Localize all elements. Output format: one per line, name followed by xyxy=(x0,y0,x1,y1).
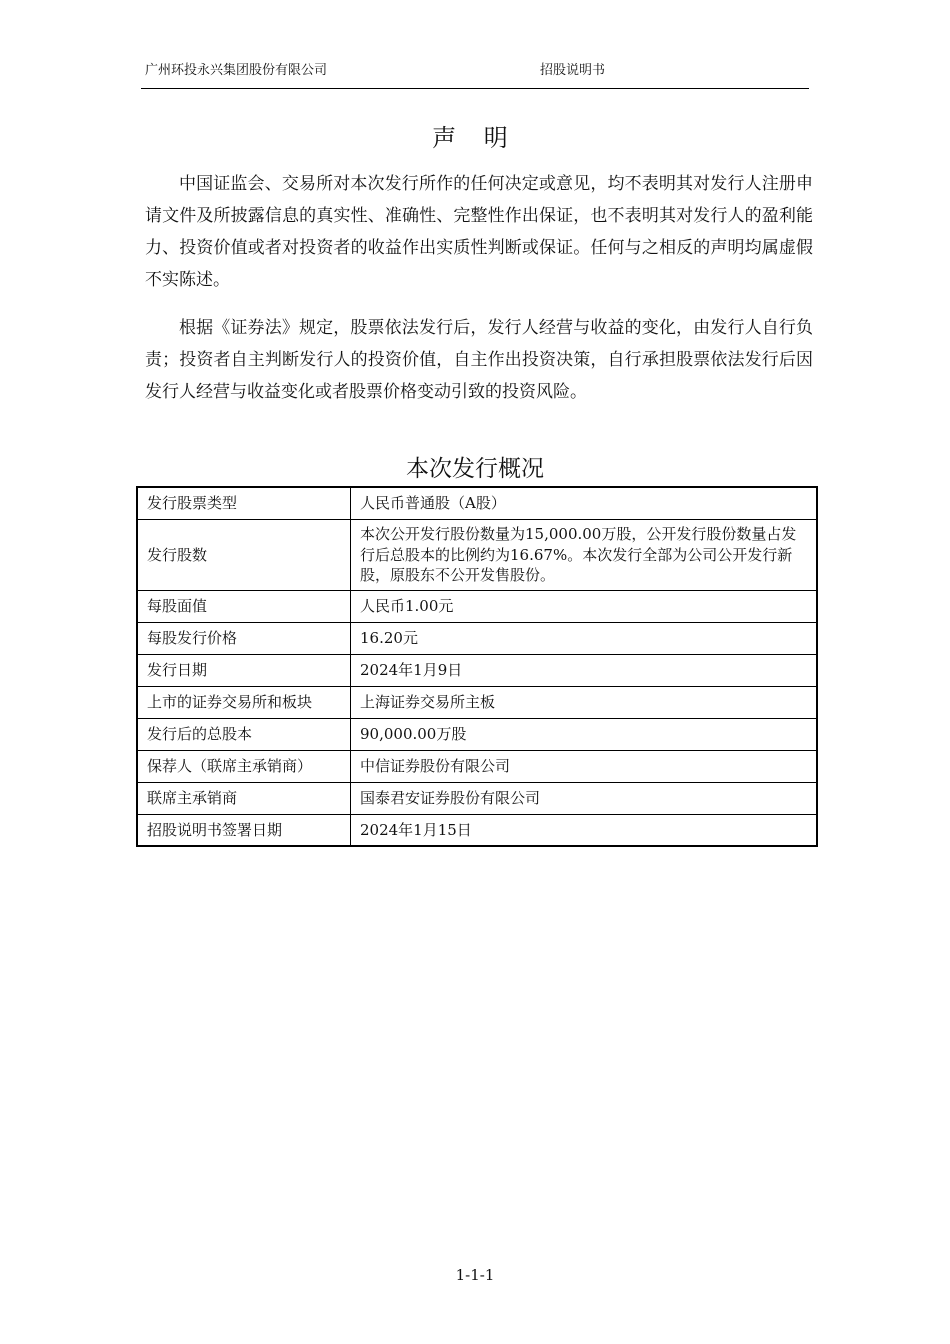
row-label: 每股发行价格 xyxy=(137,622,351,654)
table-row xyxy=(137,750,817,782)
header-divider xyxy=(141,88,809,89)
page-title: 声 明 xyxy=(432,124,518,152)
header-doc-title: 招股说明书 xyxy=(540,63,606,78)
row-label: 上市的证券交易所和板块 xyxy=(137,686,351,718)
table-row xyxy=(137,686,817,718)
row-label: 联席主承销商 xyxy=(137,782,351,814)
row-value: 16.20元 xyxy=(351,622,818,654)
table-row xyxy=(137,622,817,654)
table-title: 本次发行概况 xyxy=(406,456,544,482)
table-row xyxy=(137,782,817,814)
offering-summary-table xyxy=(136,486,818,847)
page-number: 1-1-1 xyxy=(455,1266,495,1284)
row-label: 发行股票类型 xyxy=(137,487,351,519)
table-row xyxy=(137,519,817,590)
paragraph: 根据《证券法》规定，股票依法发行后，发行人经营与收益的变化，由发行人自行负责；投资者自主判断发行人的投资价值，自主作出投资决策，自行承担股票依法发行后因发行人经营与收益变化或者股票价格变动引致的投资风险。 xyxy=(145,318,813,402)
row-value: 上海证券交易所主板 xyxy=(351,686,818,718)
row-label: 发行后的总股本 xyxy=(137,718,351,750)
row-label: 发行股数 xyxy=(137,519,351,590)
row-label: 保荐人（联席主承销商） xyxy=(137,750,351,782)
row-value: 人民币1.00元 xyxy=(351,590,818,622)
row-label: 招股说明书签署日期 xyxy=(137,814,351,846)
table-row xyxy=(137,487,817,519)
row-value: 本次公开发行股份数量为15,000.00万股，公开发行股份数量占发行后总股本的比例约为16.67%。本次发行全部为公司公开发行新股，原股东不公开发售股份。 xyxy=(351,519,818,590)
table-row xyxy=(137,718,817,750)
row-label: 发行日期 xyxy=(137,654,351,686)
table-row xyxy=(137,814,817,846)
row-value: 90,000.00万股 xyxy=(351,718,818,750)
table-row xyxy=(137,590,817,622)
paragraph: 中国证监会、交易所对本次发行所作的任何决定或意见，均不表明其对发行人注册申请文件及所披露信息的真实性、准确性、完整性作出保证，也不表明其对发行人的盈利能力、投资价值或者对投资者的收益作出实质性判断或保证。任何与之相反的声明均属虚假不实陈述。 xyxy=(145,174,813,290)
row-value: 国泰君安证券股份有限公司 xyxy=(351,782,818,814)
table-row xyxy=(137,654,817,686)
row-label: 每股面值 xyxy=(137,590,351,622)
row-value: 中信证券股份有限公司 xyxy=(351,750,818,782)
header-company: 广州环投永兴集团股份有限公司 xyxy=(145,63,328,78)
row-value: 2024年1月9日 xyxy=(351,654,818,686)
row-value: 2024年1月15日 xyxy=(351,814,818,846)
row-value: 人民币普通股（A股） xyxy=(351,487,818,519)
